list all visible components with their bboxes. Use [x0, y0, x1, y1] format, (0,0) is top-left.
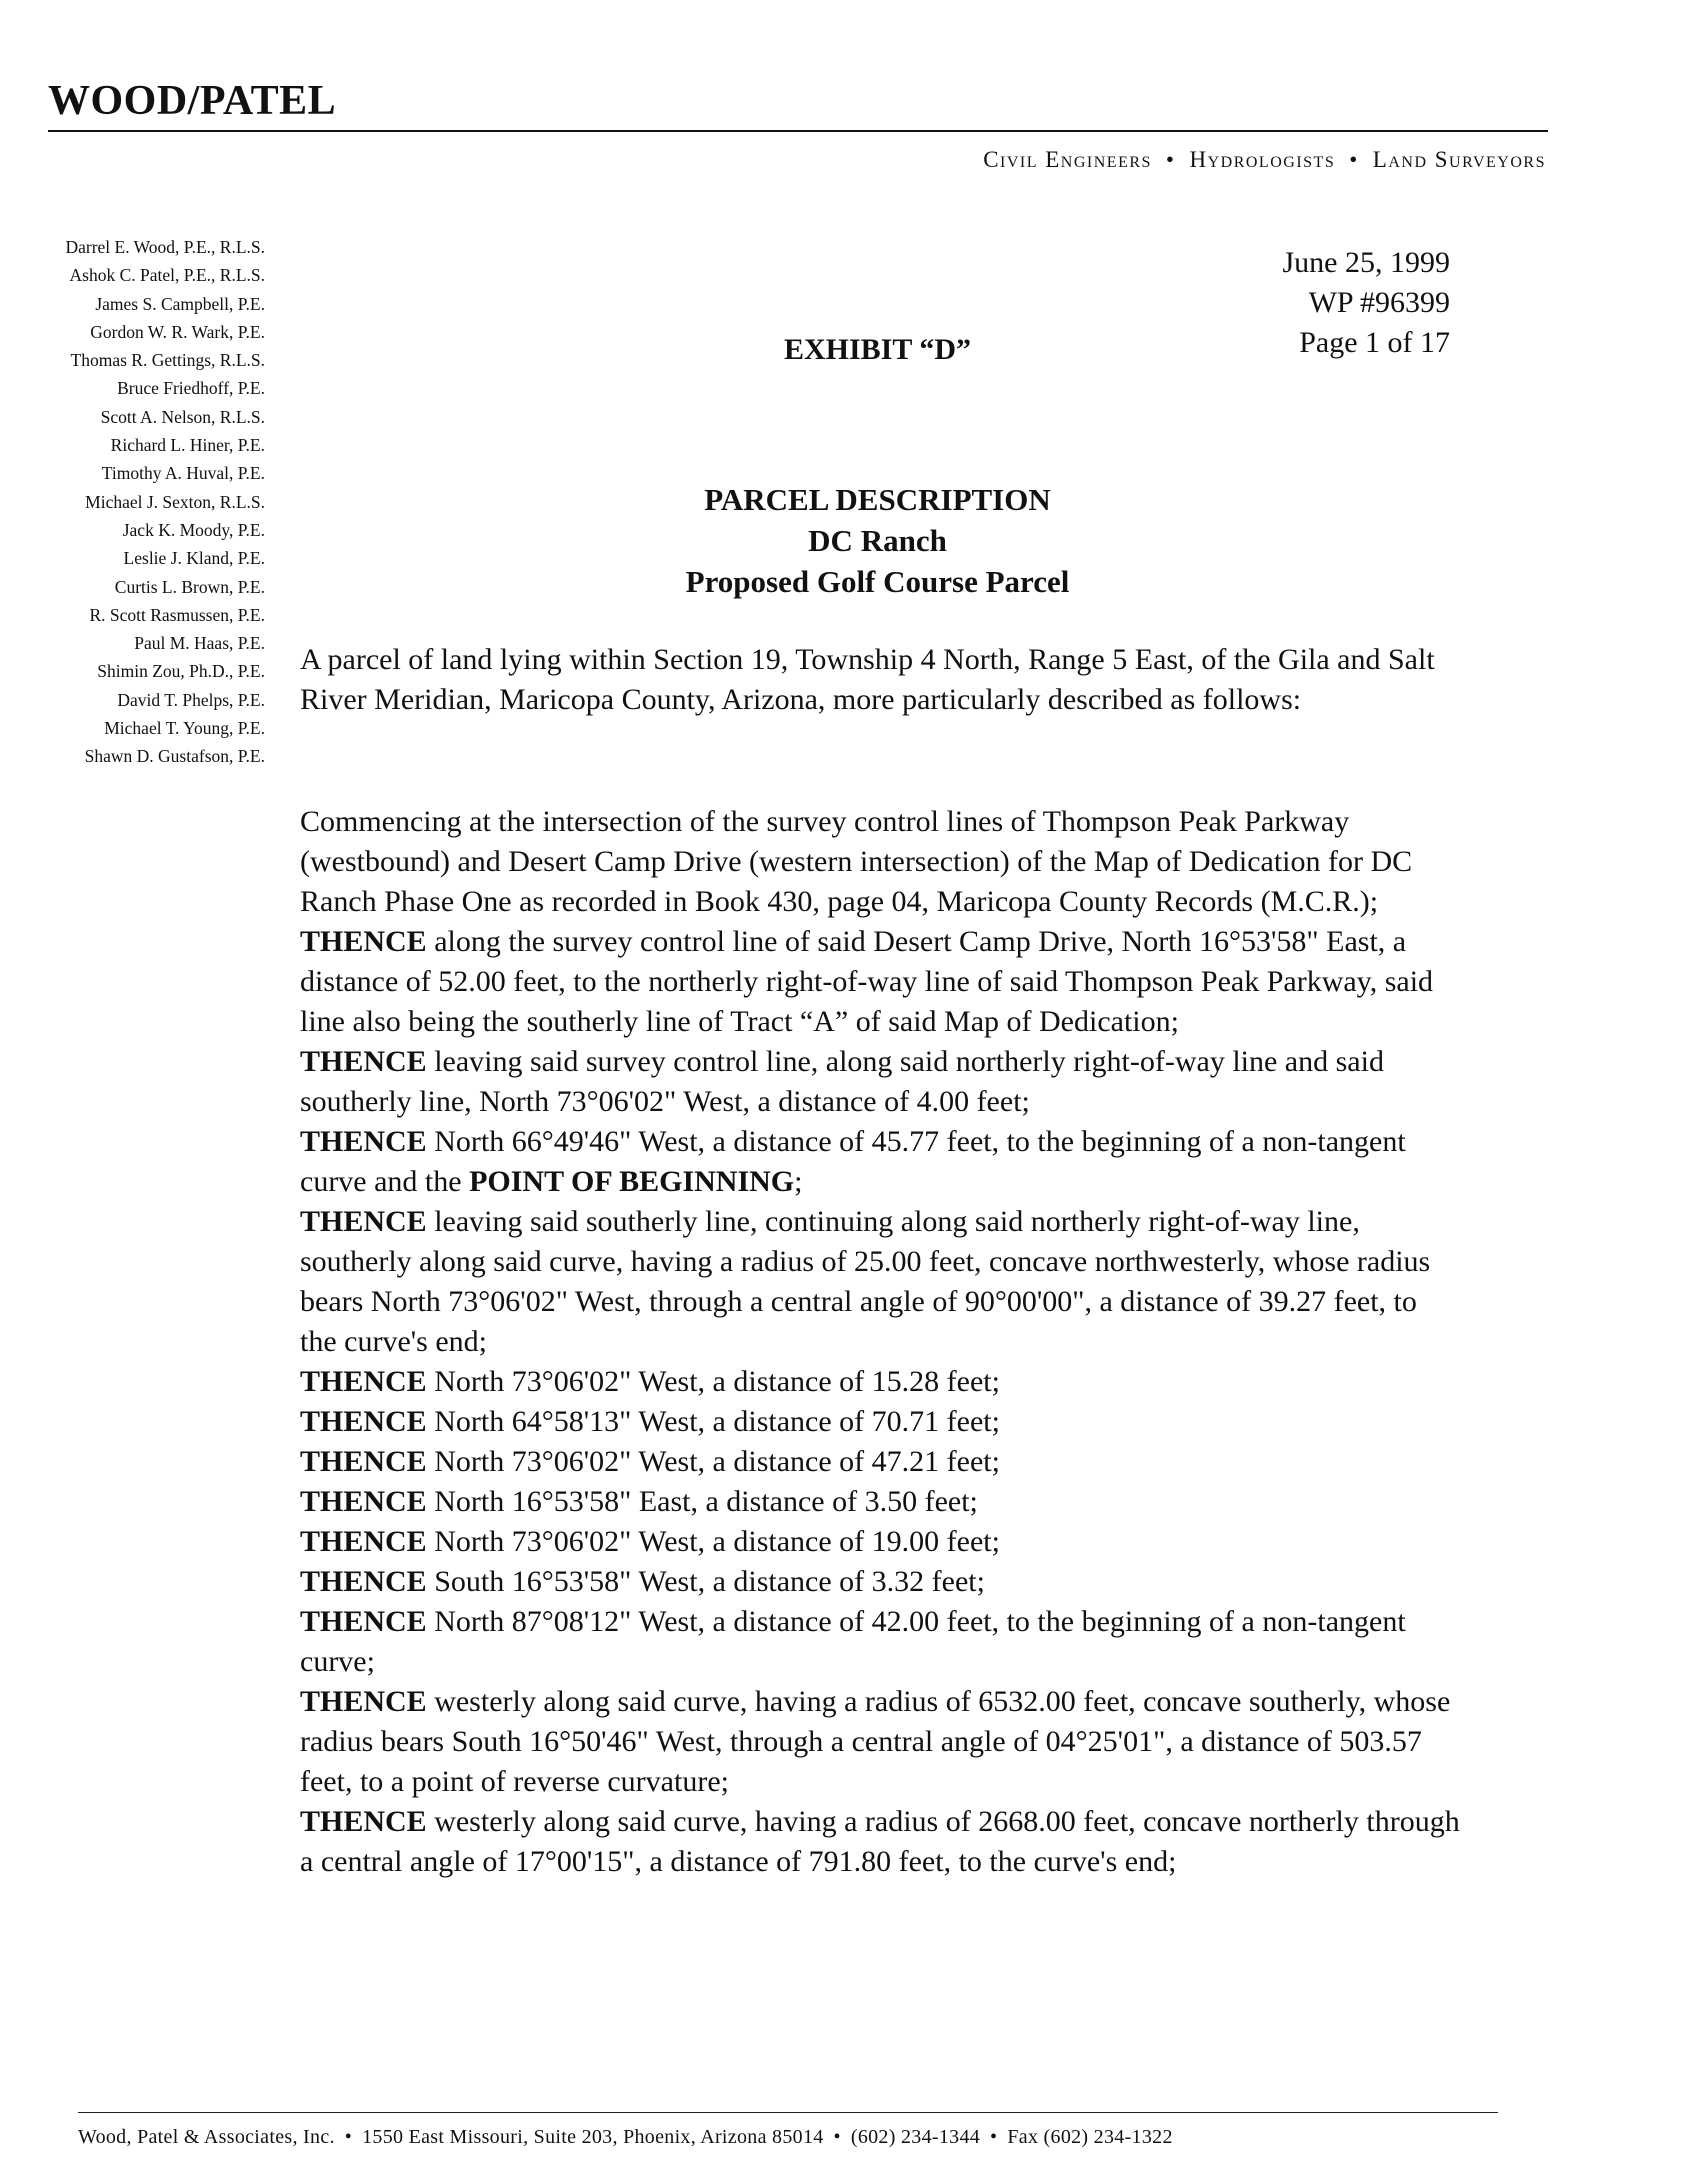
call-text: North 66°49'46" West, a distance of 45.77 feet, to the beginning of a non-tangent curve and the [300, 1125, 1406, 1198]
title-line-1: PARCEL DESCRIPTION [704, 482, 1051, 517]
thence-keyword: THENCE [300, 1405, 427, 1438]
call-text: North 87°08'12" West, a distance of 42.00 feet, to the beginning of a non-tangent curve; [300, 1605, 1406, 1678]
staff-name: R. Scott Rasmussen, P.E. [89, 604, 265, 625]
call-text: leaving said survey control line, along said northerly right-of-way line and said southerly line, North 73°06'02" West, a distance of 4.00 feet; [300, 1045, 1384, 1118]
thence-call [300, 1522, 1460, 1562]
thence-call [300, 1802, 1460, 1882]
call-text: North 64°58'13" West, a distance of 70.71 feet; [426, 1405, 1000, 1438]
thence-call [300, 1442, 1460, 1482]
thence-call [300, 922, 1460, 1042]
staff-name: Shimin Zou, Ph.D., P.E. [97, 661, 265, 682]
company-logo: WOOD/PATEL [48, 78, 337, 124]
staff-name: Curtis L. Brown, P.E. [114, 576, 265, 597]
staff-name: Michael T. Young, P.E. [104, 718, 265, 739]
staff-name: Darrel E. Wood, P.E., R.L.S. [65, 237, 265, 257]
thence-keyword: THENCE [300, 1205, 427, 1238]
footer-company: Wood, Patel & Associates, Inc. [78, 2126, 335, 2148]
discipline-land-surveyors: Land Surveyors [1372, 147, 1546, 172]
document-meta [1283, 243, 1451, 363]
discipline-civil-engineers: Civil Engineers [983, 147, 1152, 172]
thence-call [300, 1602, 1460, 1682]
call-text-end: ; [794, 1165, 803, 1198]
bullet-separator: • [1349, 147, 1359, 172]
bullet-separator: • [344, 2126, 353, 2148]
thence-call [300, 1562, 1460, 1602]
staff-name: Ashok C. Patel, P.E., R.L.S. [69, 265, 265, 286]
wp-number: WP #96399 [1308, 286, 1450, 319]
call-text: North 16°53'58" East, a distance of 3.50 feet; [426, 1485, 978, 1518]
intro-text: A parcel of land lying within Section 19, Township 4 North, Range 5 East, of the Gila and Salt River Meridian, Maricopa County, Arizona, more particularly described as follows: [300, 643, 1435, 716]
call-text: South 16°53'58" West, a distance of 3.32 feet; [426, 1565, 985, 1598]
thence-keyword: THENCE [300, 1485, 427, 1518]
title-line-2: DC Ranch [808, 523, 947, 558]
thence-keyword: THENCE [300, 1805, 427, 1838]
call-text: North 73°06'02" West, a distance of 47.21 feet; [426, 1445, 1000, 1478]
point-of-beginning: POINT OF BEGINNING [469, 1165, 795, 1198]
staff-name: Bruce Friedhoff, P.E. [117, 378, 265, 399]
title-line-3: Proposed Golf Course Parcel [685, 564, 1070, 599]
legal-description [300, 802, 1460, 1882]
staff-name: Richard L. Hiner, P.E. [110, 435, 265, 456]
staff-name: David T. Phelps, P.E. [117, 689, 265, 710]
thence-call [300, 1682, 1460, 1802]
thence-keyword: THENCE [300, 1365, 427, 1398]
thence-keyword: THENCE [300, 1525, 427, 1558]
document-title [600, 479, 1155, 602]
staff-name: Leslie J. Kland, P.E. [123, 548, 265, 569]
thence-call [300, 1402, 1460, 1442]
header-rule [48, 130, 1548, 132]
thence-keyword: THENCE [300, 925, 427, 958]
document-date: June 25, 1999 [1282, 246, 1450, 279]
bullet-separator: • [990, 2126, 998, 2148]
footer-address [78, 2126, 1173, 2149]
commencing-clause: Commencing at the intersection of the survey control lines of Thompson Peak Parkway (westbound) and Desert Camp Drive (western intersection) of the Map of Dedication for DC Ranch Phase One as recorded in Book 430, page 04, Maricopa County Records (M.C.R.); [300, 805, 1413, 918]
page-number: Page 1 of 17 [1299, 326, 1450, 359]
thence-keyword: THENCE [300, 1445, 427, 1478]
thence-call [300, 1482, 1460, 1522]
discipline-hydrologists: Hydrologists [1189, 147, 1336, 172]
thence-call [300, 1202, 1460, 1362]
footer-rule [78, 2112, 1498, 2113]
footer-street: 1550 East Missouri, Suite 203, Phoenix, Arizona 85014 [362, 2126, 824, 2148]
thence-call [300, 1122, 1460, 1202]
disciplines-tagline [983, 147, 1546, 173]
thence-keyword: THENCE [300, 1045, 427, 1078]
call-text: North 73°06'02" West, a distance of 19.00 feet; [426, 1525, 1000, 1558]
staff-name: Scott A. Nelson, R.L.S. [100, 406, 265, 427]
staff-name: Paul M. Haas, P.E. [134, 633, 265, 654]
bullet-separator: • [833, 2126, 841, 2148]
staff-list [20, 233, 265, 771]
call-text: westerly along said curve, having a radius of 2668.00 feet, concave northerly through a central angle of 17°00'15", a distance of 791.80 feet, to the curve's end; [300, 1805, 1460, 1878]
intro-paragraph [300, 640, 1460, 720]
thence-call [300, 1042, 1460, 1122]
staff-name: Jack K. Moody, P.E. [122, 519, 265, 540]
staff-name: Michael J. Sexton, R.L.S. [85, 491, 265, 512]
staff-name: Gordon W. R. Wark, P.E. [90, 321, 265, 342]
thence-keyword: THENCE [300, 1125, 427, 1158]
thence-keyword: THENCE [300, 1605, 427, 1638]
bullet-separator: • [1165, 147, 1176, 172]
exhibit-label: EXHIBIT “D” [784, 333, 972, 366]
call-text: leaving said southerly line, continuing along said northerly right-of-way line, southerly along said curve, having a radius of 25.00 feet, concave northwesterly, whose radius bears North 73°06'02" West, through a central angle of 90°00'00", a distance of 39.27 feet, to the curve's end; [300, 1205, 1431, 1358]
footer-phone: (602) 234-1344 [850, 2126, 981, 2148]
call-text: North 73°06'02" West, a distance of 15.28 feet; [426, 1365, 1000, 1398]
call-text: along the survey control line of said Desert Camp Drive, North 16°53'58" East, a distance of 52.00 feet, to the northerly right-of-way line of said Thompson Peak Parkway, said line also being the southerly line of Tract “A” of said Map of Dedication; [300, 925, 1434, 1038]
staff-name: James S. Campbell, P.E. [95, 293, 265, 314]
call-text: westerly along said curve, having a radius of 6532.00 feet, concave southerly, whose radius bears South 16°50'46" West, through a central angle of 04°25'01", a distance of 503.57 feet, to a point of reverse curvature; [300, 1685, 1451, 1798]
thence-call [300, 1362, 1460, 1402]
staff-name: Timothy A. Huval, P.E. [101, 463, 265, 484]
thence-keyword: THENCE [300, 1565, 427, 1598]
thence-keyword: THENCE [300, 1685, 427, 1718]
staff-name: Thomas R. Gettings, R.L.S. [70, 350, 265, 371]
footer-fax: Fax (602) 234-1322 [1007, 2126, 1173, 2148]
staff-name: Shawn D. Gustafson, P.E. [84, 746, 265, 767]
